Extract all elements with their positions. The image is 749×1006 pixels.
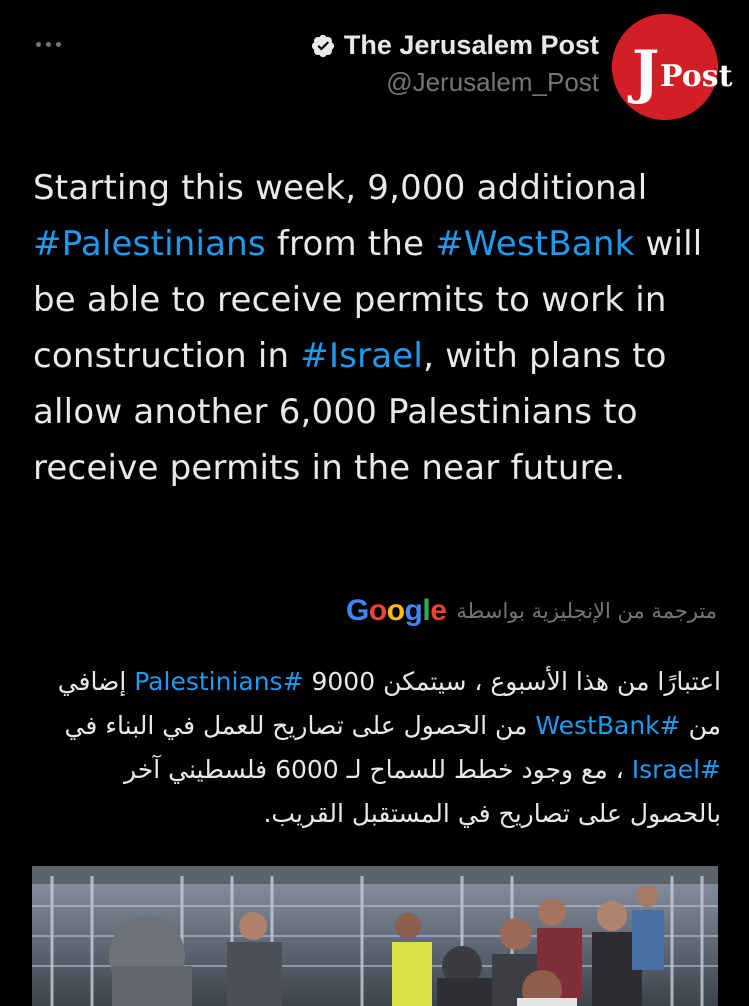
tweet-body [33, 160, 733, 496]
tweet-text-segment: will be able to receive permits to work in construction in [33, 224, 703, 376]
more-dot-icon [56, 42, 61, 47]
hashtag-link[interactable]: #Palestinians [134, 667, 304, 696]
user-handle[interactable]: @Jerusalem_Post [386, 67, 599, 97]
more-dot-icon [46, 42, 51, 47]
hashtag-link[interactable]: #Israel [631, 755, 721, 784]
tweet-text-segment: اعتبارًا من هذا الأسبوع ، سيتمكن 9000 [303, 667, 721, 696]
translated-by-label: مترجمة من الإنجليزية بواسطة [456, 599, 717, 623]
tweet-text-segment: , with plans to allow another 6,000 Palestinians to receive permits in the near future. [33, 336, 667, 488]
avatar-letter-j: J [632, 38, 660, 106]
google-logo[interactable]: Google [346, 594, 447, 627]
photo-icon [32, 866, 718, 1006]
avatar-word-post: Post [660, 59, 733, 94]
tweet-text-segment: from the [265, 224, 436, 264]
more-dot-icon [36, 42, 41, 47]
tweet-text-segment: ، مع وجود خطط للسماح لـ 6000 فلسطيني آخر بالحصول على تصاريح في المستقبل القريب. [124, 755, 721, 828]
translation-attribution [346, 594, 717, 628]
author-info[interactable] [310, 30, 599, 98]
tweet-header [0, 0, 749, 130]
translated-tweet-body [31, 660, 721, 836]
tweet-text-segment: إضافي من [57, 667, 721, 740]
tweet-text-segment: Starting this week, 9,000 additional [33, 168, 648, 208]
tweet-photo[interactable] [32, 866, 718, 1006]
hashtag-link[interactable]: #WestBank [535, 711, 681, 740]
display-name[interactable]: The Jerusalem Post [343, 30, 599, 60]
hashtag-link[interactable]: #WestBank [435, 224, 635, 264]
hashtag-link[interactable]: #Israel [300, 336, 424, 376]
more-options-button[interactable] [36, 34, 68, 54]
tweet-text-segment: من الحصول على تصاريح للعمل في البناء في [64, 711, 536, 740]
verified-badge-icon [310, 33, 336, 59]
avatar[interactable] [612, 14, 733, 120]
hashtag-link[interactable]: #Palestinians [33, 224, 266, 264]
